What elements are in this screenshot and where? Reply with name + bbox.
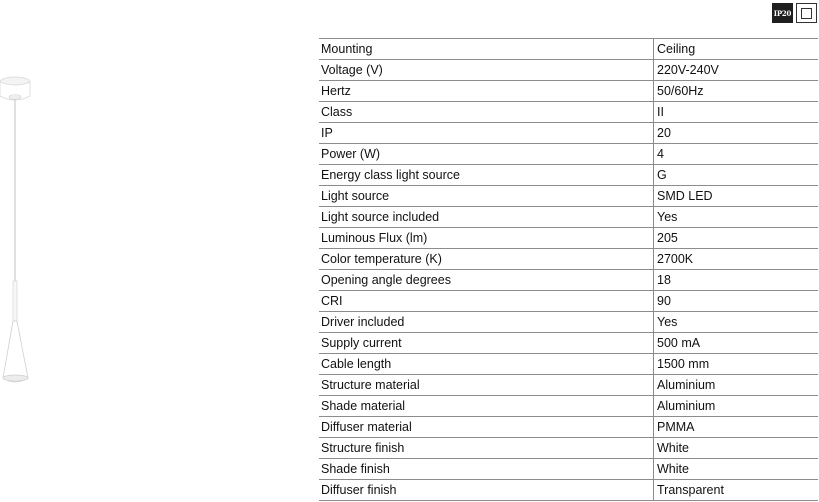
- table-row: [319, 228, 818, 249]
- spec-value: 90: [654, 291, 819, 312]
- table-row: [319, 459, 818, 480]
- table-row: [319, 102, 818, 123]
- table-row: [319, 417, 818, 438]
- spec-value: 50/60Hz: [654, 81, 819, 102]
- class-ii-double-insulation-icon: [796, 3, 817, 23]
- table-row: [319, 396, 818, 417]
- certification-badges: [772, 3, 817, 23]
- spec-value: White: [654, 459, 819, 480]
- table-row: [319, 207, 818, 228]
- spec-label: Color temperature (K): [319, 249, 654, 270]
- spec-value: Yes: [654, 312, 819, 333]
- spec-value: PMMA: [654, 417, 819, 438]
- spec-value: 2700K: [654, 249, 819, 270]
- table-row: [319, 312, 818, 333]
- spec-value: Transparent: [654, 480, 819, 501]
- spec-label: Cable length: [319, 354, 654, 375]
- table-row: [319, 249, 818, 270]
- spec-value: Ceiling: [654, 39, 819, 60]
- table-row: [319, 186, 818, 207]
- table-row: [319, 291, 818, 312]
- spec-label: IP: [319, 123, 654, 144]
- spec-value: 500 mA: [654, 333, 819, 354]
- spec-label: Luminous Flux (lm): [319, 228, 654, 249]
- table-row: [319, 354, 818, 375]
- ip-rating-icon: [772, 3, 793, 23]
- table-row: [319, 480, 818, 501]
- spec-label: Opening angle degrees: [319, 270, 654, 291]
- spec-value: 18: [654, 270, 819, 291]
- spec-label: Supply current: [319, 333, 654, 354]
- spec-value: Yes: [654, 207, 819, 228]
- spec-label: Shade material: [319, 396, 654, 417]
- spec-value: 220V-240V: [654, 60, 819, 81]
- spec-label: Structure finish: [319, 438, 654, 459]
- spec-label: Class: [319, 102, 654, 123]
- spec-label: Mounting: [319, 39, 654, 60]
- ip-rating-label: IP20: [773, 8, 792, 18]
- table-row: [319, 144, 818, 165]
- spec-value: Aluminium: [654, 396, 819, 417]
- table-row: [319, 123, 818, 144]
- spec-value: G: [654, 165, 819, 186]
- spec-label: Voltage (V): [319, 60, 654, 81]
- table-row: [319, 81, 818, 102]
- spec-label: Light source: [319, 186, 654, 207]
- spec-label: Power (W): [319, 144, 654, 165]
- table-row: [319, 438, 818, 459]
- spec-value: 205: [654, 228, 819, 249]
- spec-label: Driver included: [319, 312, 654, 333]
- spec-label: Shade finish: [319, 459, 654, 480]
- spec-label: Diffuser finish: [319, 480, 654, 501]
- table-row: [319, 270, 818, 291]
- spec-value: SMD LED: [654, 186, 819, 207]
- table-row: [319, 375, 818, 396]
- spec-label: CRI: [319, 291, 654, 312]
- spec-value: 1500 mm: [654, 354, 819, 375]
- spec-value: White: [654, 438, 819, 459]
- spec-value: 4: [654, 144, 819, 165]
- spec-label: Structure material: [319, 375, 654, 396]
- specifications-table: [319, 38, 818, 501]
- spec-label: Energy class light source: [319, 165, 654, 186]
- table-row: [319, 165, 818, 186]
- pendant-lamp-image: [0, 76, 40, 388]
- spec-value: 20: [654, 123, 819, 144]
- table-row: [319, 60, 818, 81]
- spec-label: Hertz: [319, 81, 654, 102]
- spec-value: II: [654, 102, 819, 123]
- table-row: [319, 333, 818, 354]
- spec-value: Aluminium: [654, 375, 819, 396]
- spec-label: Diffuser material: [319, 417, 654, 438]
- table-row: [319, 39, 818, 60]
- spec-label: Light source included: [319, 207, 654, 228]
